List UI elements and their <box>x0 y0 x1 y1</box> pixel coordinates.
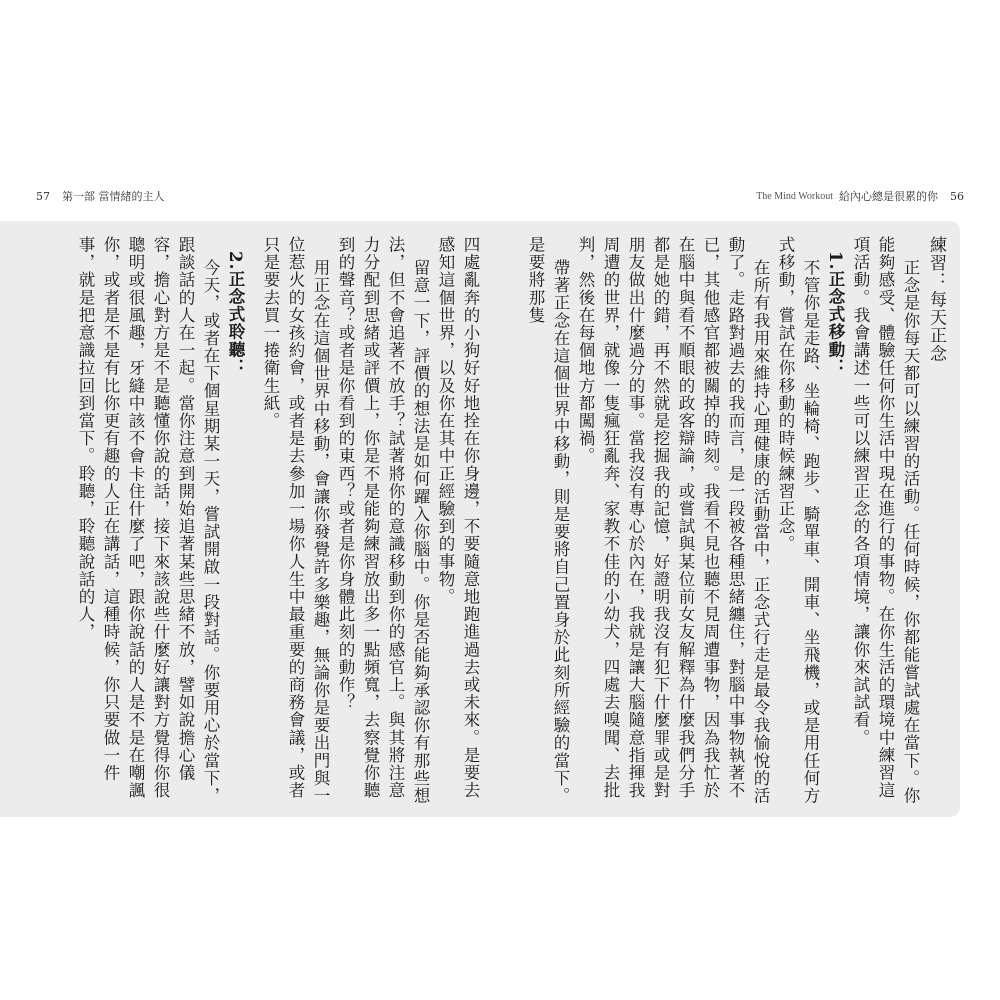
section-gap <box>248 236 258 237</box>
exercise-heading: 練習：每天正念 <box>926 236 946 363</box>
left-paragraph-1: 四處亂奔的小狗好好地拴在你身邊，不要隨意地跑進過去或未來。是要去感知這個世界，以及你在其中正經驗到的事物。 <box>436 236 480 800</box>
section1-paragraph: 在所有我用來維持心理健康的活動當中，正念式行走是最令我愉悅的活動了。走路對過去的我而言，是一段被各種思緒纏住，對腦中事物執著不已，其他感官都被關掉的時刻。我看不見也聽不見周遭事物，因為我忙於在腦中與看不順眼的政客辯論，或嘗試與某位前女友解釋為什麼我們分手都是她的錯，再不然就是挖掘我的記憶，好證明我沒有犯下什麼罪或是對朋友做出什麼過分的事。當我沒有專心於內在，我就是讓大腦隨意指揮我周遭的世界，就像一隻瘋狂亂奔、家教不佳的小幼犬，四處去嗅聞、去批判，然後在每個地方都闖禍。 <box>576 236 770 805</box>
section1-paragraph-2: 帶著正念在這個世界中移動，則是要將自己置身於此刻所經驗的當下。是要將那隻 <box>526 236 570 805</box>
section2-paragraph: 今天，或者在下個星期某一天，嘗試開啟一段對話。你要用心於當下，跟談話的人在一起。當你注意到開始追著某些思緒不放，譬如說擔心儀容，擔心對方是不是聽懂你說的話，接下來該說些什麼好讓對方覺得你很聰明或很風趣，牙縫中該不會卡住什麼了吧，跟你說話的人是不是在嘲諷你，或者是不是有比你更有趣的人正在講話，這種時候，你只要做一件事，就是把意識拉回到當下。聆聽，聆聽說話的人， <box>76 236 220 805</box>
page-gutter <box>483 236 523 237</box>
section1-title: 1.正念式移動： <box>826 250 845 376</box>
left-paragraph-3: 用正念在這個世界中移動，會讓你發覺許多樂趣，無論你是要出門與一位惹火的女孩約會，或者是去參加一場你人生中最重要的商務會議，或者只是要去買一捲衛生紙。 <box>261 236 330 805</box>
right-page-header <box>756 186 964 206</box>
right-page-number: 56 <box>950 189 964 203</box>
section1-lead: 不管你是走路、坐輪椅、跑步、騎單車、開車、坐飛機，或是用任何方式移動，嘗試在你移動的時候練習正念。 <box>776 236 820 805</box>
vertical-text-body <box>52 236 948 806</box>
left-page-number: 57 <box>36 189 50 203</box>
left-running-title: 第一部 當情緒的主人 <box>62 190 165 203</box>
series-title: The Mind Workout <box>756 190 833 202</box>
left-paragraph-2: 留意一下，評價的想法是如何躍入你腦中。你是否能夠承認你有那些想法，但不會追著不放手？試著將你的意識移動到你的感官上。與其將注意力分配到思緒或評價上，你是不是能夠練習放出多一點頻寬，去察覺你聽到的聲音？或者是你看到的東西？或者是你身體此刻的動作？ <box>336 236 430 805</box>
intro-paragraph: 正念是你每天都可以練習的活動。任何時候，你都能嘗試處在當下。你能夠感受、體驗任何你生活中現在進行的事物。在你生活的環境中練習這項活動。我會講述一些可以練習正念的各項情境，讓你來試試看。 <box>851 236 920 805</box>
right-running-title: 給內心總是很累的你 <box>839 190 938 203</box>
left-page-header <box>36 186 165 206</box>
section2-title: 2.正念式聆聽： <box>226 250 245 376</box>
